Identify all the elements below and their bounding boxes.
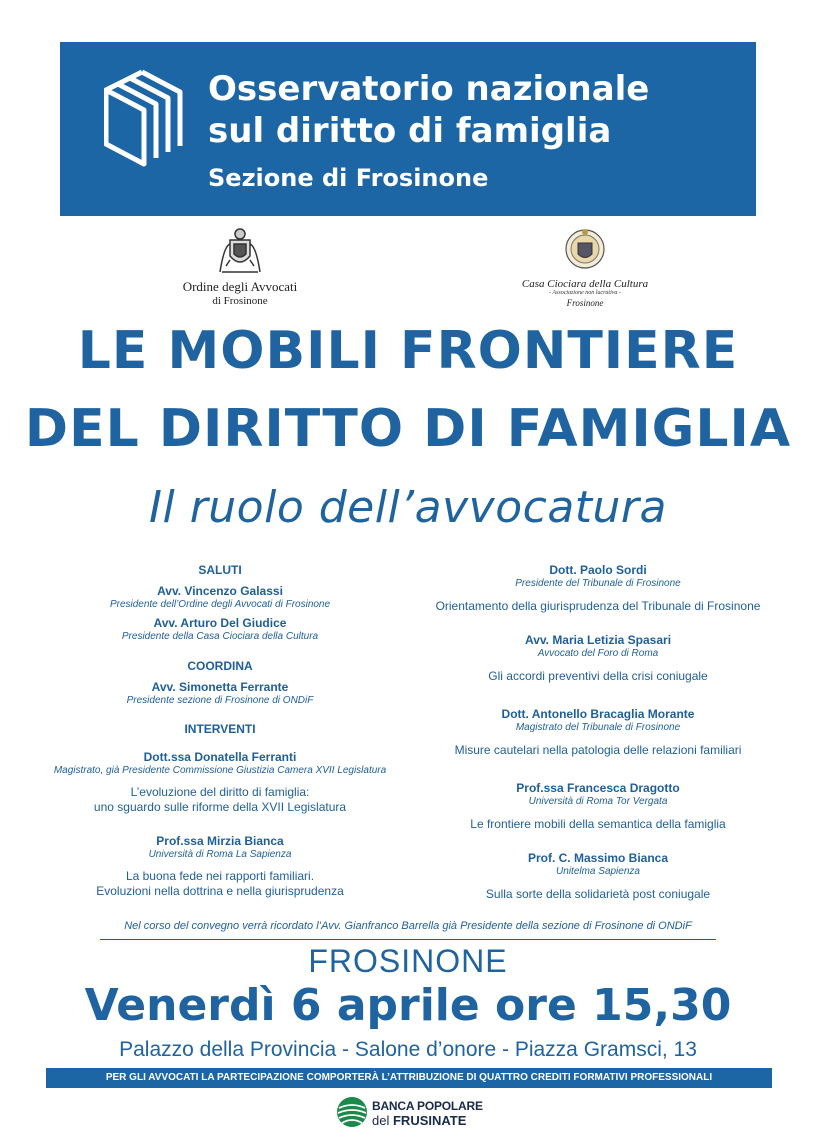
speaker-role: Avvocato del Foro di Roma — [537, 648, 659, 659]
speaker-name: Dott. Antonello Bracaglia Morante — [501, 707, 695, 721]
talk-topic: Misure cautelari nella patologia delle relazioni familiari — [454, 743, 742, 757]
talk-topic: Orientamento della giurisprudenza del Tribunale di Frosinone — [435, 599, 761, 613]
speaker-role: Presidente del Tribunale di Frosinone — [515, 578, 681, 589]
interventi-heading: INTERVENTI — [184, 722, 256, 736]
speaker-name: Avv. Vincenzo Galassi — [157, 584, 283, 598]
speaker-role: Presidente dell’Ordine degli Avvocati di Frosinone — [109, 599, 331, 610]
speaker-name: Prof.ssa Mirzia Bianca — [156, 834, 284, 848]
event-title-line-2: DEL DIRITTO DI FAMIGLIA — [24, 399, 792, 459]
speaker-name: Prof.ssa Francesca Dragotto — [516, 781, 680, 795]
saluti-heading: SALUTI — [198, 563, 242, 577]
event-date: Venerdì 6 aprile ore 15,30 — [84, 980, 732, 1031]
header-subtitle: Sezione di Frosinone — [208, 164, 489, 192]
talk-topic: Sulla sorte della solidarietà post coniugale — [485, 887, 711, 901]
speaker-role: Presidente della Casa Ciociara della Cultura — [121, 631, 319, 642]
talk-topic: uno sguardo sulle riforme della XVII Legislatura — [93, 800, 347, 814]
speaker-name: Avv. Arturo Del Giudice — [153, 616, 287, 630]
talk-topic: La buona fede nei rapporti familiari. — [125, 869, 315, 883]
speaker-name: Avv. Simonetta Ferrante — [151, 680, 289, 694]
ordine-name-line-1: Ordine degli Avvocati — [182, 279, 298, 294]
event-title-line-1: LE MOBILI FRONTIERE — [77, 321, 739, 381]
coat-of-arms-icon — [216, 226, 264, 276]
speaker-role: Università di Roma La Sapienza — [148, 849, 292, 860]
sponsor-name-prefix: del — [372, 1113, 390, 1128]
speaker-role: Magistrato, già Presidente Commissione Giustizia Camera XVII Legislatura — [53, 765, 387, 776]
sponsor-name-bold: FRUSINATE — [392, 1113, 467, 1128]
divider — [100, 939, 716, 940]
event-subtitle: Il ruolo dell’avvocatura — [149, 482, 667, 533]
round-emblem-icon — [563, 226, 607, 272]
speaker-name: Prof. C. Massimo Bianca — [527, 851, 669, 865]
ordine-name-line-2: di Frosinone — [212, 295, 268, 307]
event-venue: Palazzo della Provincia - Salone d’onore - Piazza Gramsci, 13 — [119, 1038, 697, 1061]
speaker-role: Presidente sezione di Frosinone di ONDiF — [126, 695, 314, 706]
stacked-books-icon — [104, 64, 188, 168]
speaker-name: Dott.ssa Donatella Ferranti — [143, 750, 297, 764]
talk-topic: L’evoluzione del diritto di famiglia: — [130, 785, 310, 799]
bank-globe-icon — [336, 1096, 368, 1128]
casa-name-line-3: Frosinone — [566, 298, 604, 308]
sponsor-name-line-1: BANCA POPOLARE — [372, 1099, 483, 1113]
speaker-name: Dott. Paolo Sordi — [549, 563, 647, 577]
ordine-avvocati-logo — [160, 226, 320, 308]
talk-topic: Gli accordi preventivi della crisi coniugale — [488, 669, 708, 683]
header-title-line-2: sul diritto di famiglia — [208, 111, 612, 151]
casa-name-line-1: Casa Ciociara della Cultura — [521, 278, 649, 290]
talk-topic: Le frontiere mobili della semantica della famiglia — [470, 817, 726, 831]
casa-ciociara-logo — [500, 226, 670, 309]
event-city: FROSINONE — [308, 943, 508, 979]
speaker-role: Magistrato del Tribunale di Frosinone — [515, 722, 681, 733]
memorial-note: Nel corso del convegno verrà ricordato l’Avv. Gianfranco Barrella già Presidente della sezione di Frosinone di ONDiF — [124, 920, 692, 932]
header-title-line-1: Osservatorio nazionale — [208, 69, 650, 109]
speaker-role: Unitelma Sapienza — [556, 866, 640, 877]
coordina-heading: COORDINA — [187, 659, 253, 673]
sponsor-name-line-2 — [372, 1113, 466, 1128]
talk-topic: Evoluzioni nella dottrina e nella giurisprudenza — [96, 884, 344, 898]
sponsor-logo — [336, 1094, 486, 1134]
speaker-name: Avv. Maria Letizia Spasari — [524, 633, 672, 647]
casa-name-line-2: - Associazione non lucrativa - — [549, 290, 621, 296]
credits-banner: PER GLI AVVOCATI LA PARTECIPAZIONE COMPORTERÀ L’ATTRIBUZIONE DI QUATTRO CREDITI FORMATIVI PROFESSIONALI — [46, 1068, 772, 1088]
speaker-role: Università di Roma Tor Vergata — [528, 796, 668, 807]
header-banner — [60, 42, 756, 216]
